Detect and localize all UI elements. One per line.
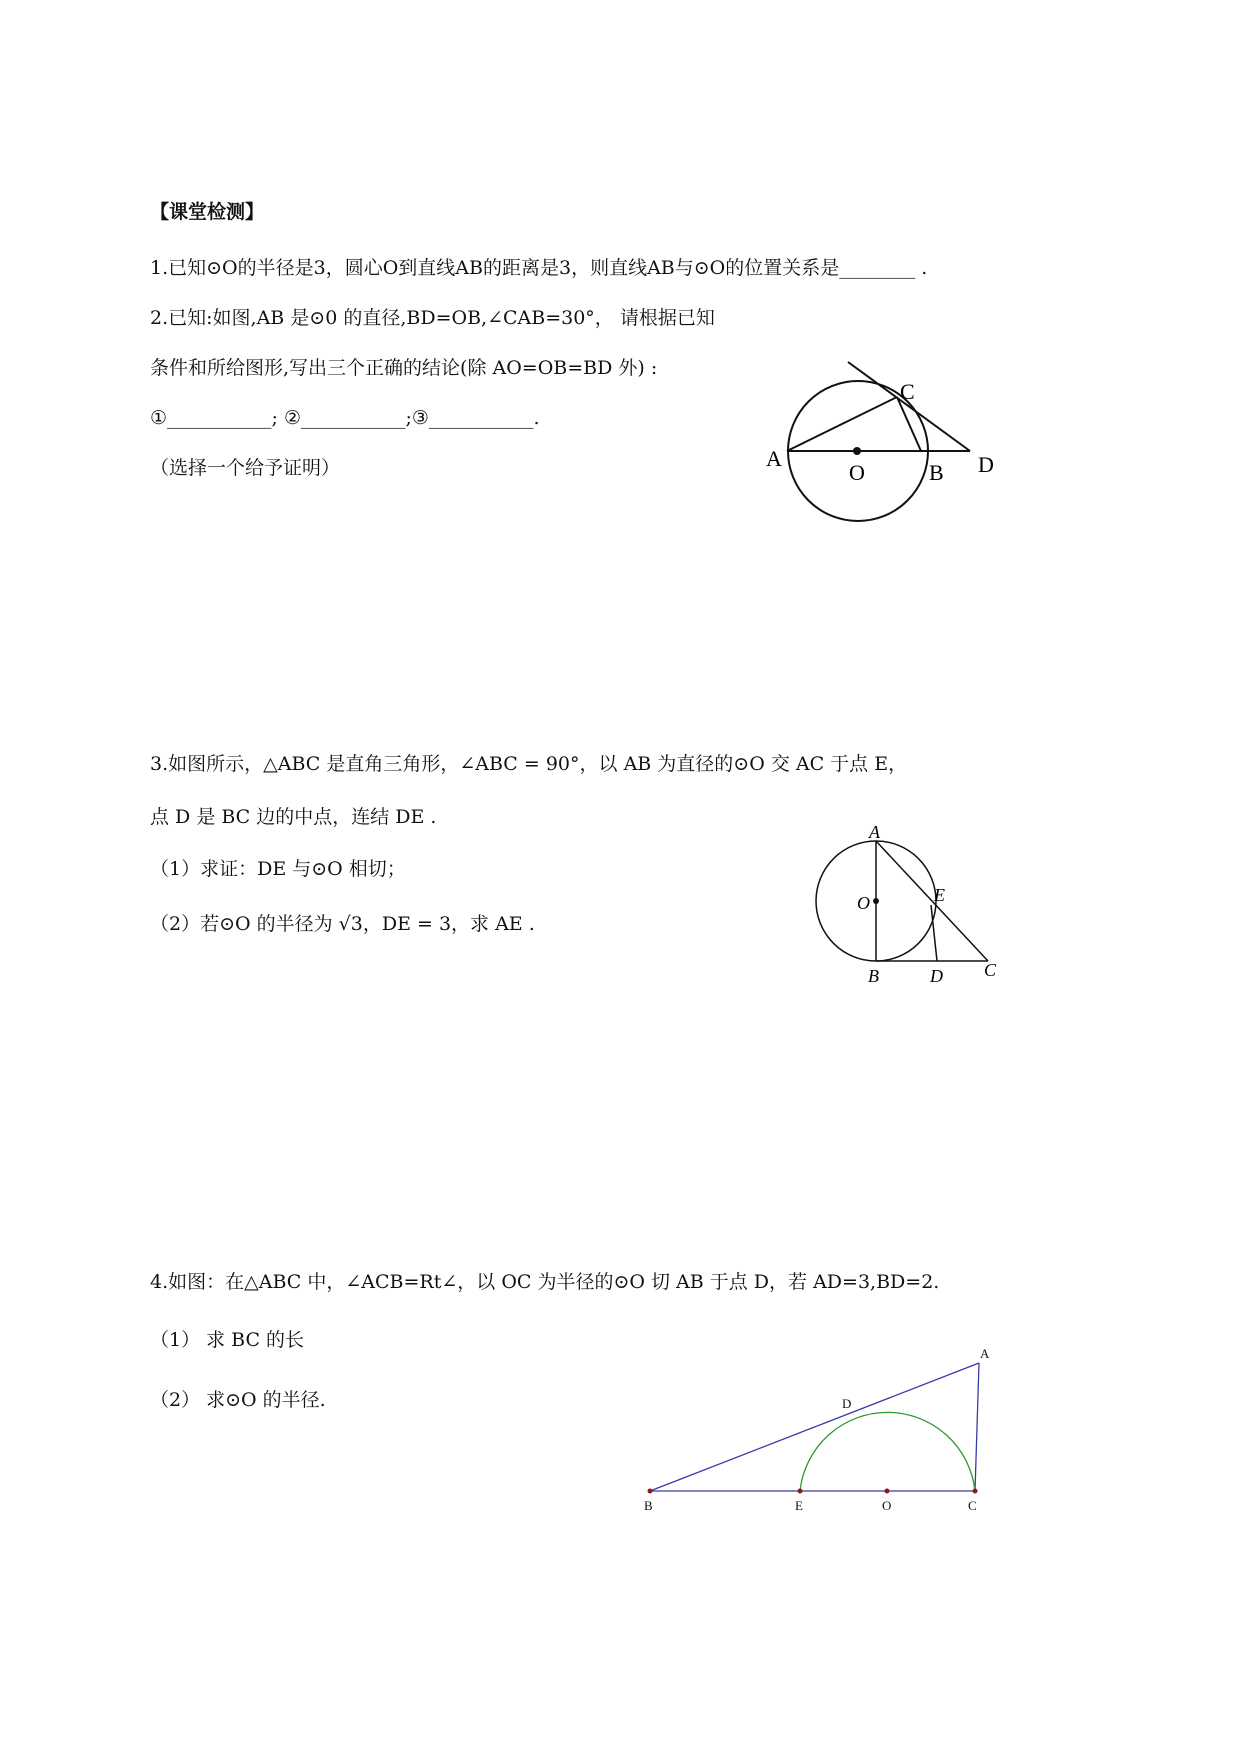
- question-2-line-2: 条件和所给图形,写出三个正确的结论(除 AO=OB=BD 外) :: [150, 357, 658, 379]
- question-3-line-1: 3.如图所示，△ABC 是直角三角形，∠ABC = 90°，以 AB 为直径的⊙O 交 AC 于点 E，: [150, 753, 908, 775]
- q4-label-c: C: [968, 1498, 977, 1513]
- q3-label-a: A: [869, 822, 880, 842]
- q4-label-o: O: [882, 1498, 892, 1513]
- q3-center-point: [873, 898, 879, 904]
- q3-label-d: D: [930, 966, 943, 986]
- q4-label-d: D: [842, 1396, 852, 1411]
- q4-label-b: B: [644, 1498, 653, 1513]
- question-4-figure: [630, 1345, 1010, 1525]
- question-3-figure: [800, 815, 1020, 1000]
- question-2-line-1: 2.已知:如图,AB 是⊙0 的直径,BD=OB,∠CAB=30°， 请根据已知: [150, 307, 715, 329]
- q2-center-point: [853, 447, 861, 455]
- q2-tangent: [848, 362, 970, 451]
- q3-label-b: B: [868, 966, 879, 986]
- question-4-part-2: （2） 求⊙O 的半径.: [150, 1389, 326, 1411]
- question-2-note: （选择一个给予证明）: [150, 457, 341, 479]
- q2-label-o: O: [849, 460, 865, 485]
- question-2-figure: [760, 355, 1020, 535]
- q4-point-c: [973, 1489, 978, 1494]
- q2-line-ac: [787, 397, 897, 451]
- q3-label-c: C: [984, 960, 997, 980]
- q2-label-c: C: [900, 379, 915, 404]
- question-3-part-2: （2）若⊙O 的半径为 √3，DE = 3，求 AE .: [150, 913, 535, 935]
- section-heading: 【课堂检测】: [150, 201, 265, 223]
- q4-point-b: [648, 1489, 653, 1494]
- q2-label-d: D: [978, 452, 994, 477]
- q4-semicircle-arc: [800, 1412, 975, 1491]
- q3-label-o: O: [857, 893, 870, 913]
- q4-label-a: A: [980, 1346, 990, 1361]
- question-4-line-1: 4.如图：在△ABC 中，∠ACB=Rt∠，以 OC 为半径的⊙O 切 AB 于点 D，若 AD=3,BD=2.: [150, 1271, 940, 1293]
- q2-line-cb: [897, 397, 921, 451]
- q4-line-ac: [975, 1363, 979, 1491]
- q4-line-ba: [650, 1363, 979, 1491]
- q3-label-e: E: [934, 885, 945, 905]
- q2-label-b: B: [929, 460, 944, 485]
- q4-label-e: E: [795, 1498, 803, 1513]
- q4-point-o: [885, 1489, 890, 1494]
- q3-line-ac: [876, 841, 988, 961]
- question-4-part-1: （1） 求 BC 的长: [150, 1329, 305, 1351]
- q2-label-a: A: [766, 446, 782, 471]
- question-3-line-2: 点 D 是 BC 边的中点，连结 DE .: [150, 806, 437, 828]
- question-3-part-1: （1）求证：DE 与⊙O 相切；: [150, 858, 406, 880]
- q4-point-e: [798, 1489, 803, 1494]
- question-1: 1.已知⊙O的半径是3，圆心O到直线AB的距离是3，则直线AB与⊙O的位置关系是________ .: [150, 257, 928, 279]
- question-2-blanks: ①___________; ②___________;③___________.: [150, 407, 540, 429]
